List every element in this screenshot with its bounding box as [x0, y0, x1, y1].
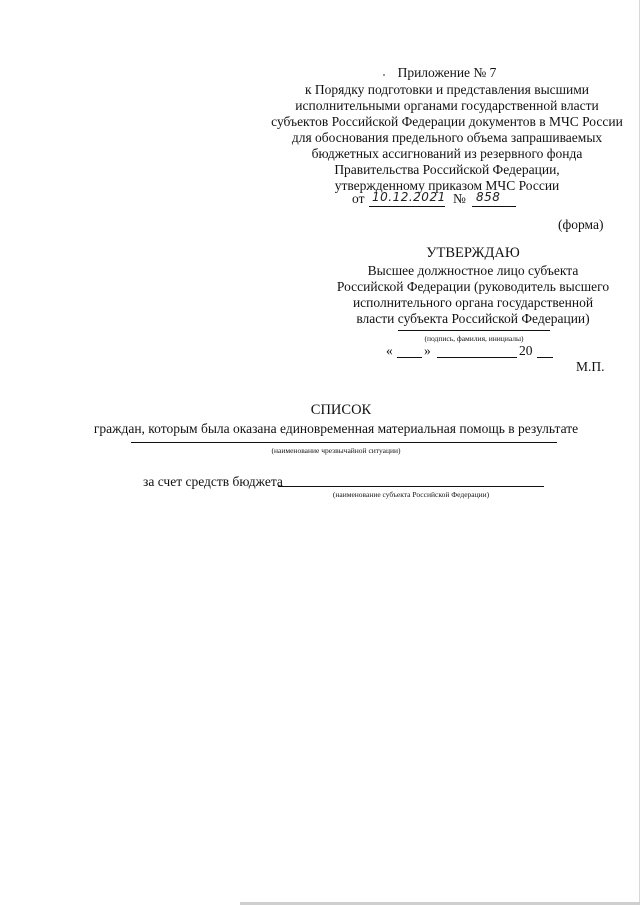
appendix-line-4: для обоснования предельного объема запрашиваемых — [291, 130, 603, 145]
appendix-line-1: к Порядку подготовки и представления высшими — [304, 82, 590, 97]
number-underline — [472, 206, 516, 207]
month-blank — [437, 357, 517, 358]
date-underline — [369, 206, 445, 207]
signature-line — [398, 330, 550, 331]
form-label: (форма) — [558, 217, 604, 232]
approval-line-3: исполнительного органа государственной — [352, 295, 594, 310]
budget-label: за счет средств бюджета — [143, 474, 283, 489]
handwritten-date: 10.12.2021 — [372, 190, 446, 204]
emergency-caption: (наименование чрезвычайной ситуации) — [271, 446, 401, 455]
list-title: СПИСОК — [310, 402, 372, 418]
appendix-line-5: бюджетных ассигнований из резервного фонда — [311, 146, 583, 161]
seal-label: М.П. — [576, 359, 605, 374]
signature-caption: (подпись, фамилия, инициалы) — [424, 334, 524, 343]
number-prefix: № — [453, 191, 466, 206]
appendix-line-2: исполнительными органами государственной власти — [295, 98, 599, 113]
appendix-line-3: субъектов Российской Федерации документов в МЧС России — [271, 114, 623, 129]
subject-caption: (наименование субъекта Российской Федерации) — [332, 490, 490, 499]
emergency-line — [131, 442, 557, 443]
date-close-quote: » — [424, 343, 431, 358]
year-prefix: 20 — [519, 343, 533, 358]
approval-line-2: Российской Федерации (руководитель высшего — [336, 279, 610, 294]
approval-line-1: Высшее должностное лицо субъекта — [367, 263, 579, 278]
appendix-line-7: утвержденному приказом МЧС России — [334, 178, 560, 193]
scan-speck — [383, 74, 385, 76]
date-open-quote: « — [386, 343, 393, 358]
approval-heading: УТВЕРЖДАЮ — [426, 245, 520, 261]
handwritten-number: 858 — [476, 190, 501, 204]
list-subtitle: граждан, которым была оказана единовременная материальная помощь в результате — [93, 421, 579, 436]
appendix-title: Приложение № 7 — [397, 65, 497, 80]
approval-line-4: власти субъекта Российской Федерации) — [356, 311, 590, 326]
date-prefix: от — [352, 191, 365, 206]
day-blank — [397, 357, 422, 358]
year-blank — [537, 357, 553, 358]
subject-line — [278, 486, 544, 487]
appendix-line-6: Правительства Российской Федерации, — [334, 162, 560, 177]
